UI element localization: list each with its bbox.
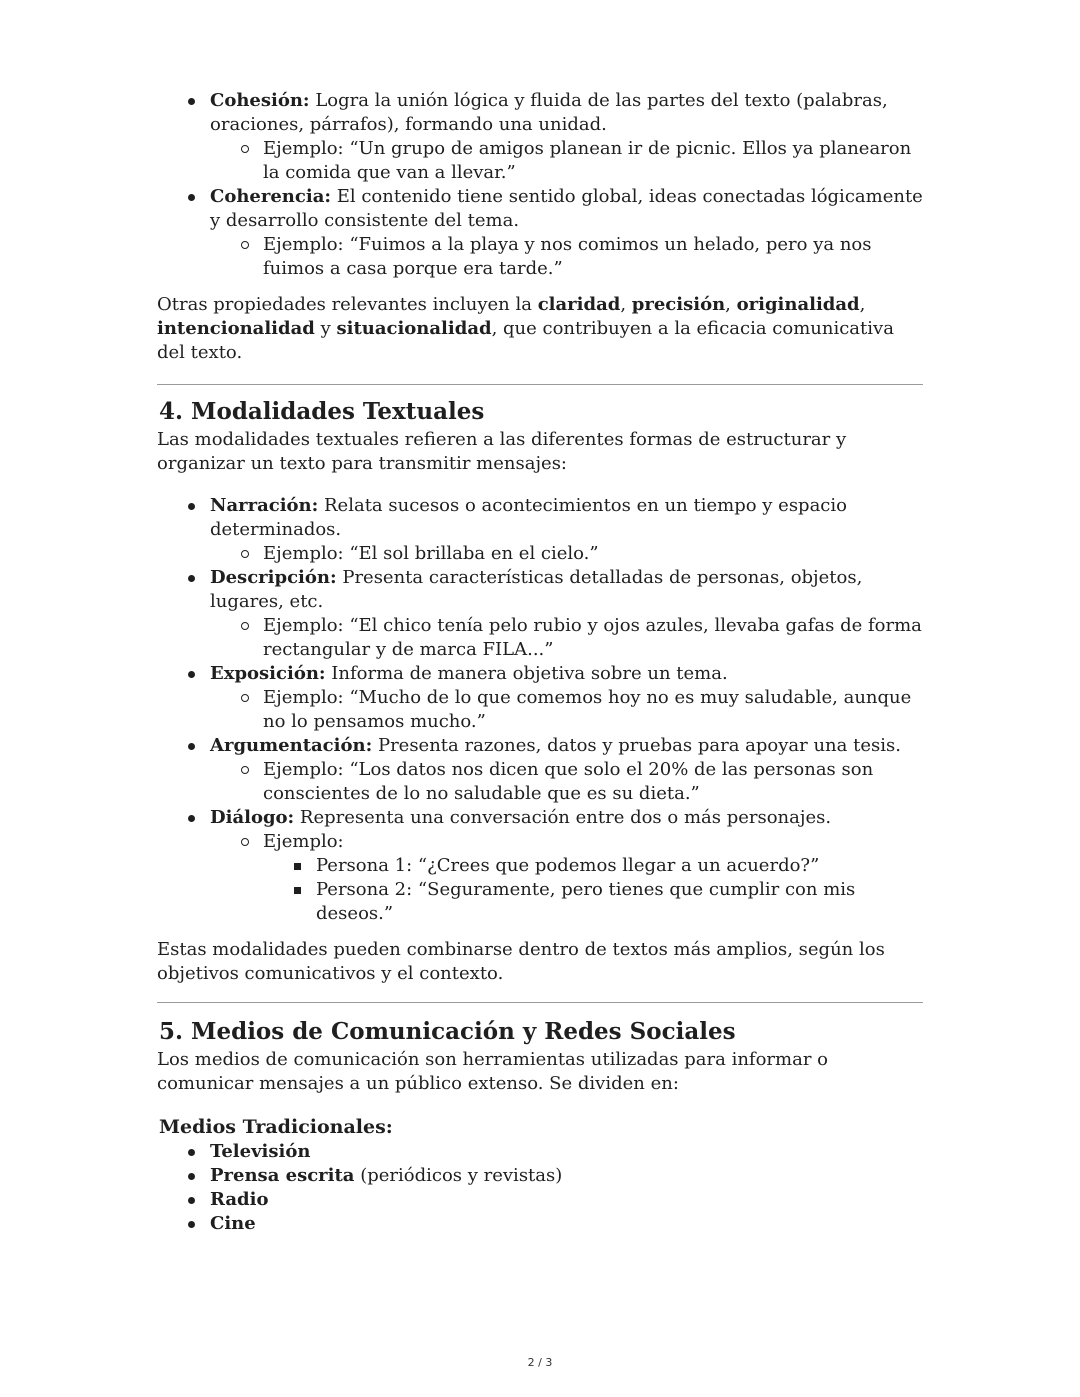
dialogue-line: Persona 1: “¿Crees que podemos llegar a un acuerdo?” [263, 854, 923, 878]
bullet-disc-icon [188, 503, 195, 510]
page-number: 2 / 3 [527, 1356, 553, 1369]
example-item: Ejemplo: “El sol brillaba en el cielo.” [210, 542, 923, 566]
list-item: Argumentación: Presenta razones, datos y pruebas para apoyar una tesis. Ejemplo: “Los datos nos dicen que solo el 20% de las personas son conscientes de lo no saludable que es su dieta.” [157, 734, 923, 806]
bullet-circle-icon [241, 766, 249, 774]
bullet-disc-icon [188, 1197, 195, 1204]
list-item: Narración: Relata sucesos o acontecimientos en un tiempo y espacio determinados. Ejemplo: “El sol brillaba en el cielo.” [157, 494, 923, 566]
section-5-heading: 5. Medios de Comunicación y Redes Sociales [159, 1018, 736, 1045]
example-item [210, 233, 923, 281]
list-item-coherencia [157, 185, 923, 281]
bullet-disc-icon [188, 1149, 195, 1156]
definition: Logra la unión lógica y fluida de las partes del texto (palabras, oraciones, párrafos), formando una unidad. [210, 90, 888, 135]
bullet-disc-icon [188, 743, 195, 750]
traditional-media-heading: Medios Tradicionales: [159, 1116, 393, 1138]
other-properties-paragraph: Otras propiedades relevantes incluyen la claridad, precisión, originalidad, intencionalidad y situacionalidad, que contribuyen a la eficacia comunicativa del texto. [157, 294, 894, 363]
modalities-list [157, 494, 923, 926]
bullet-disc-icon [188, 575, 195, 582]
list-item: Descripción: Presenta características detalladas de personas, objetos, lugares, etc. Ejemplo: “El chico tenía pelo rubio y ojos azules, llevaba gafas de forma rectangular y de marca FILA...” [157, 566, 923, 662]
properties-list [157, 89, 923, 281]
list-item-dialogo: Diálogo: Representa una conversación entre dos o más personajes. Ejemplo: Persona 1: “¿Crees que podemos llegar a un acuerdo?” Persona 2: “Seguramente, pero tienes que cumplir con mis deseos.” [157, 806, 923, 926]
bullet-disc-icon [188, 1221, 195, 1228]
list-item-cohesion [157, 89, 923, 185]
term: Coherencia: [210, 186, 331, 207]
bullet-circle-icon [241, 550, 249, 558]
example-text: Ejemplo: “Un grupo de amigos planean ir de picnic. Ellos ya planearon la comida que van a llevar.” [263, 138, 912, 183]
list-item: Cine [157, 1212, 923, 1236]
bullet-disc-icon [188, 98, 195, 105]
section-4-heading: 4. Modalidades Textuales [159, 398, 485, 425]
section-4-intro: Las modalidades textuales refieren a las diferentes formas de estructurar y organizar un texto para transmitir mensajes: [157, 429, 847, 474]
bullet-circle-icon [241, 838, 249, 846]
document-page [157, 89, 923, 1236]
bullet-disc-icon [188, 194, 195, 201]
bullet-square-icon [294, 887, 301, 894]
bullet-circle-icon [241, 622, 249, 630]
list-item: Prensa escrita (periódicos y revistas) [157, 1164, 923, 1188]
bullet-disc-icon [188, 815, 195, 822]
section-4-closing: Estas modalidades pueden combinarse dentro de textos más amplios, según los objetivos comunicativos y el contexto. [157, 939, 885, 984]
section-5-intro: Los medios de comunicación son herramientas utilizadas para informar o comunicar mensajes a un público extenso. Se dividen en: [157, 1049, 828, 1094]
list-item: Radio [157, 1188, 923, 1212]
bullet-circle-icon [241, 694, 249, 702]
bullet-circle-icon [241, 145, 249, 153]
term: Cohesión: [210, 90, 310, 111]
example-item: Ejemplo: Persona 1: “¿Crees que podemos llegar a un acuerdo?” Persona 2: “Seguramente, pero tienes que cumplir con mis deseos.” [210, 830, 923, 926]
example-item: Ejemplo: “El chico tenía pelo rubio y ojos azules, llevaba gafas de forma rectangular y de marca FILA...” [210, 614, 923, 662]
bullet-disc-icon [188, 671, 195, 678]
example-item [210, 137, 923, 185]
example-item: Ejemplo: “Mucho de lo que comemos hoy no es muy saludable, aunque no lo pensamos mucho.” [210, 686, 923, 734]
dialogue-line: Persona 2: “Seguramente, pero tienes que cumplir con mis deseos.” [263, 878, 923, 926]
example-item: Ejemplo: “Los datos nos dicen que solo el 20% de las personas son conscientes de lo no saludable que es su dieta.” [210, 758, 923, 806]
list-item: Televisión [157, 1140, 923, 1164]
example-text: Ejemplo: “Fuimos a la playa y nos comimos un helado, pero ya nos fuimos a casa porque era tarde.” [263, 234, 872, 279]
bullet-disc-icon [188, 1173, 195, 1180]
bullet-square-icon [294, 863, 301, 870]
bullet-circle-icon [241, 241, 249, 249]
traditional-media-list [157, 1140, 923, 1236]
list-item: Exposición: Informa de manera objetiva sobre un tema. Ejemplo: “Mucho de lo que comemos hoy no es muy saludable, aunque no lo pensamos mucho.” [157, 662, 923, 734]
definition: El contenido tiene sentido global, ideas conectadas lógicamente y desarrollo consistente del tema. [210, 186, 923, 231]
